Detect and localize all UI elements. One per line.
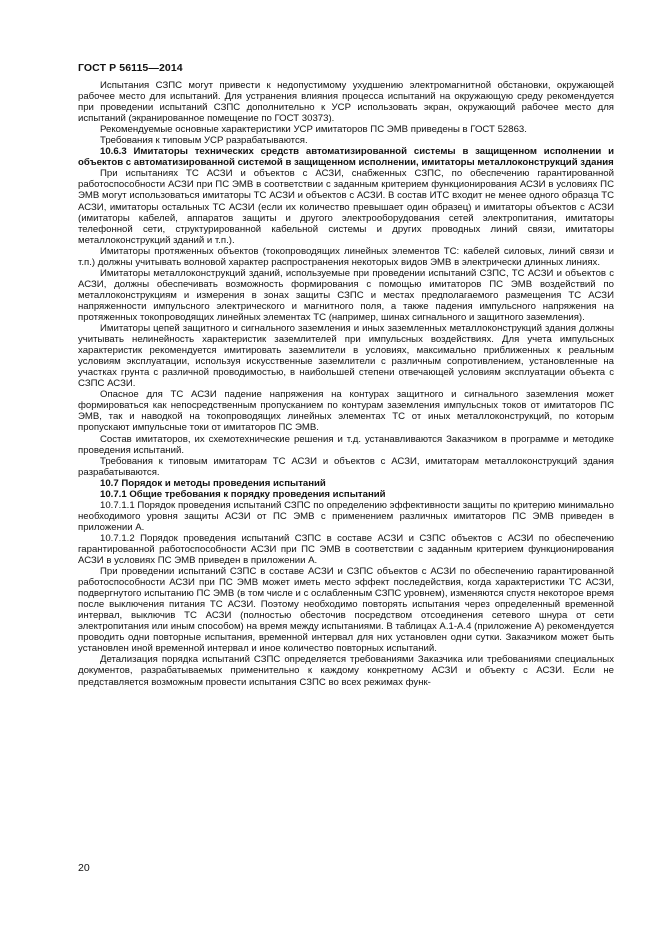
paragraph: Требования к типовым имитаторам ТС АСЗИ и объектов с АСЗИ, имитаторам металлоконструкций здания разрабатываются. [78,455,614,478]
paragraph: Рекомендуемые основные характеристики УСР имитаторов ПС ЭМВ приведены в ГОСТ 52863. [100,124,527,136]
section-heading-10-7: 10.7 Порядок и методы проведения испытаний [100,477,326,489]
paragraph: Состав имитаторов, их схемотехнические решения и т.д. устанавливаются Заказчиком в программе и методике проведения испытаний. [78,433,614,456]
paragraph: Требования к типовым УСР разрабатываются. [100,135,308,147]
page-body [78,80,614,688]
paragraph: При испытаниях ТС АСЗИ и объектов с АСЗИ, снабженных СЗПС, по обеспечению гарантированной работоспособности АСЗИ при ПС ЭМВ в соответствии с заданным критерием функционирования АСЗИ в условиях ПС ЭМВ могут использоваться имитаторы ТС АСЗИ и объектов с АСЗИ. В состав ИТС входит не менее одного образца ТС АСЗИ, имитаторы остальных ТС АСЗИ (если их количество превышает один образец) и имитаторы объектов с АСЗИ (имитаторы кабелей, аппаратов защиты и другого электрооборудования сетей электропитания, имитаторы телефонной сети, структурированной кабельной системы и других проводных линий связи, имитаторы металлоконструкций зданий и т.п.). [78,168,614,246]
page-number: 20 [78,862,90,874]
paragraph: 10.7.1.1 Порядок проведения испытаний СЗПС по определению эффективности защиты по критерию минимально необходимого уровня защиты АСЗИ от ПС ЭМВ с применением различных имитаторов ПС ЭМВ приведен в приложении А. [78,499,614,533]
paragraph: Имитаторы металлоконструкций зданий, используемые при проведении испытаний СЗПС, ТС АСЗИ и объектов с АСЗИ, должны обеспечивать возможность формирования с помощью имитаторов ПС ЭМВ воздействий по металлоконструкциям и измерения в зонах защиты СЗПС и местах предполагаемого размещения ТС АСЗИ напряженности импульсного электрического и магнитного поля, а также падения импульсного напряжения на протяженных токопроводящих линейных элементах ТС (например, шинах сигнального и защитного заземления). [78,267,614,323]
paragraph: При проведении испытаний СЗПС в составе АСЗИ и СЗПС объектов с АСЗИ по обеспечению гарантированной работоспособности АСЗИ при ПС ЭМВ может иметь место эффект последействия, когда характеристики ТС АСЗИ, подвергнутого испытанию ПС ЭМВ (в том числе и с ослабленным СЗПС уровнем), изменяются спустя некоторое время после выключения питания ТС АСЗИ. Поэтому необходимо повторять испытания через определенный временной интервал, выключив ТС АСЗИ (полностью обесточив посредством отсоединения сетевого шнура от сети электропитания или иным способом) на время между испытаниями. В таблицах А.1-А.4 (приложение А) рекомендуется проводить одни повторные испытания, временной интервал для них установлен одни сутки. Заказчиком может быть установлен иной временной интервал и иное количество повторных испытаний. [78,566,614,655]
section-heading-10-6-3: 10.6.3 Имитаторы технических средств автоматизированной системы в защищенном исполнении и объектов с автоматизированной системой в защищенном исполнении, имитаторы металлоконструкций здания [78,146,614,169]
paragraph: 10.7.1.2 Порядок проведения испытаний СЗПС в составе АСЗИ и СЗПС объектов с АСЗИ по обеспечению гарантированной работоспособности АСЗИ при ПС ЭМВ в соответствии с заданным критерием функционирования АСЗИ в условиях ПС ЭМВ приведен в приложении А. [78,532,614,567]
paragraph: Имитаторы цепей защитного и сигнального заземления и иных заземленных металлоконструкций здания должны учитывать нелинейность характеристик заземлителей при импульсных воздействиях. Для учета импульсных характеристик рекомендуется имитировать заземлители в условиях, максимально приближенных к реальным условиям эксплуатации, используя искусственные заземлители с различным сопротивлением, установленные на участках грунта с различной проводимостью, в наибольшей степени отвечающей условиям эксплуатации объекта с СЗПС АСЗИ. [78,323,614,390]
paragraph: Имитаторы протяженных объектов (токопроводящих линейных элементов ТС: кабелей силовых, линий связи и т.п.) должны учитывать волновой характер распространения некоторых видов ЭМВ в электрически длинных линиях. [78,245,614,268]
standard-header: ГОСТ Р 56115—2014 [78,62,183,74]
paragraph: Опасное для ТС АСЗИ падение напряжения на контурах защитного и сигнального заземления может формироваться как непосредственным пропусканием по контурам заземления импульсных токов от имитаторов ПС ЭМВ, так и наводкой на токопроводящих линейных элементах ТС от иных металлоконструкций, по которым пропускают импульсные токи от имитаторов ПС ЭМВ. [78,389,614,434]
paragraph: Детализация порядка испытаний СЗПС определяется требованиями Заказчика или требованиями специальных документов, разрабатываемых применительно к каждому конкретному АСЗИ и объекту с АСЗИ. Если не представляется возможным провести испытания СЗПС во всех режимах функ- [78,654,614,688]
section-heading-10-7-1: 10.7.1 Общие требования к порядку проведения испытаний [100,488,386,500]
paragraph: Испытания СЗПС могут привести к недопустимому ухудшению электромагнитной обстановки, окружающей рабочее место для испытаний. Для устранения влияния процесса испытаний на окружающую среду рекомендуется при проведении испытаний СЗПС дополнительно к УСР использовать экран, окружающий рабочее место для испытаний (экранированное помещение по ГОСТ 30373). [78,80,614,125]
